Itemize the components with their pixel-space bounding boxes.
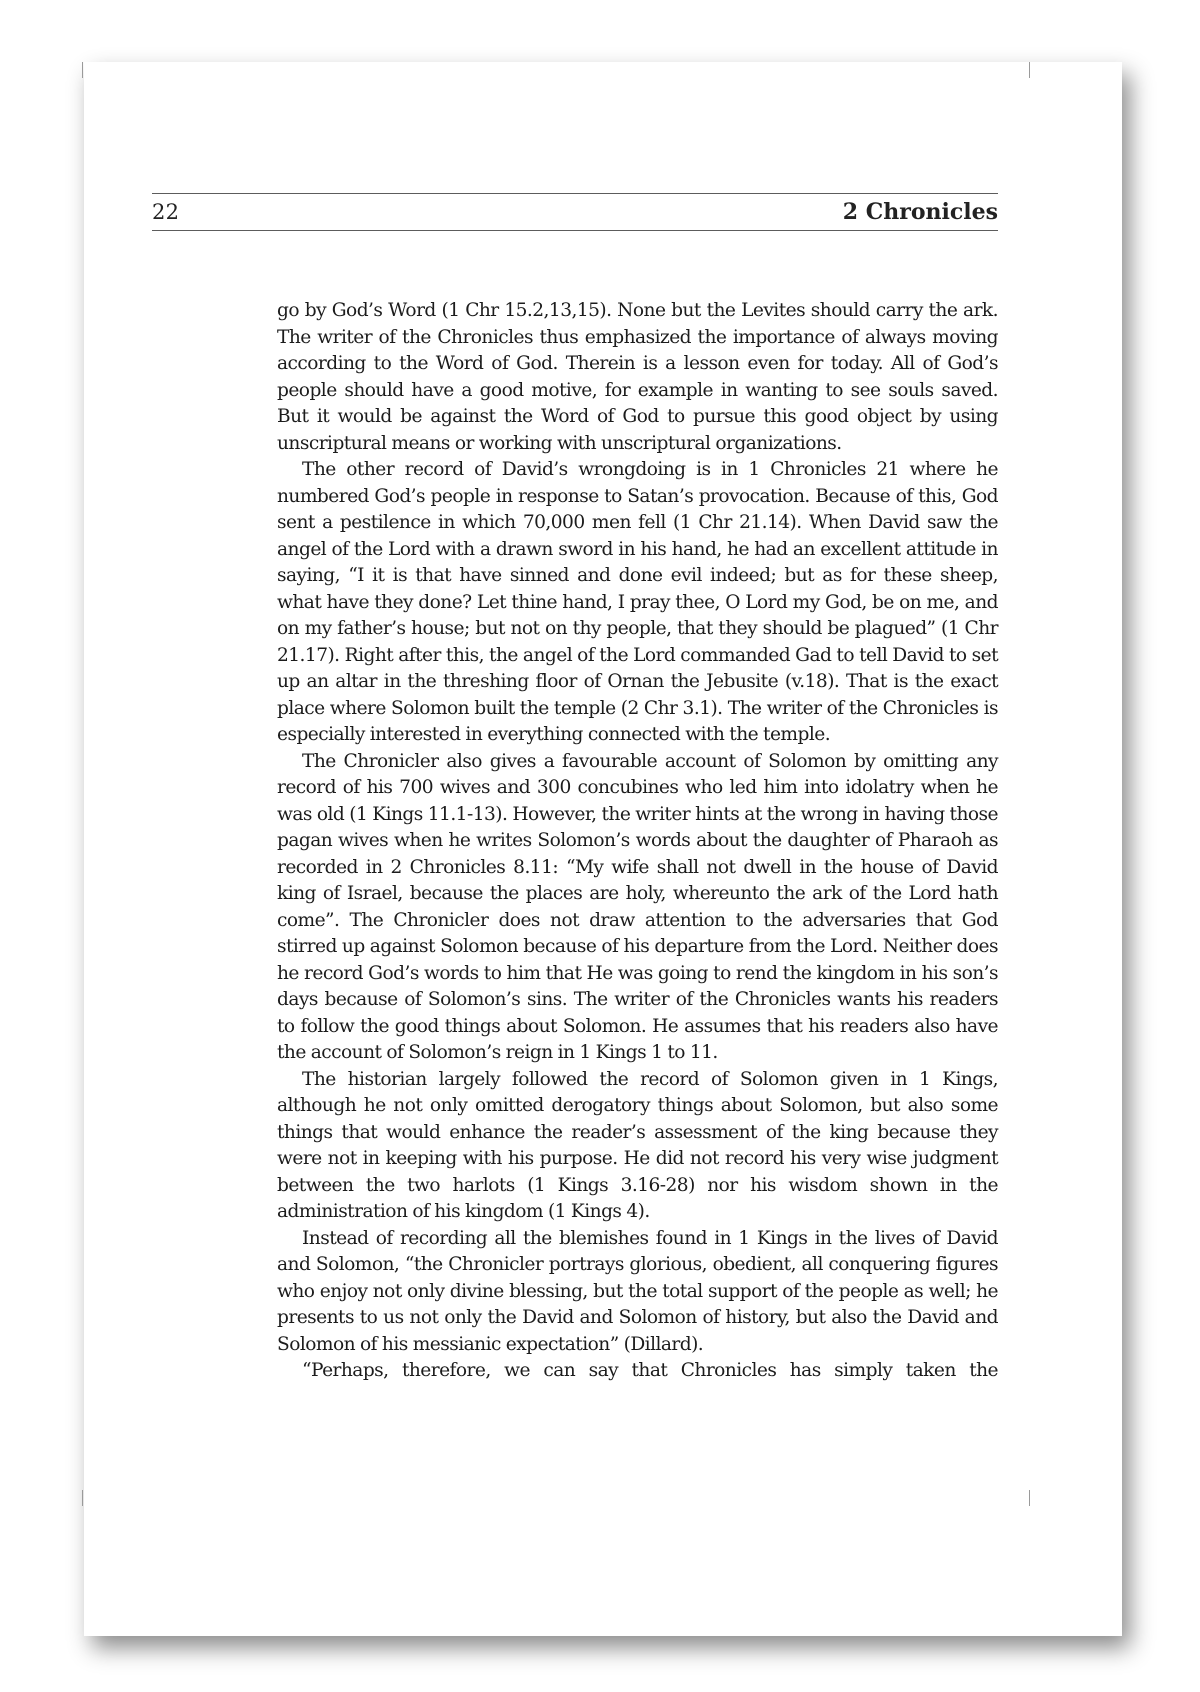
- book-page: [84, 62, 1122, 1636]
- crop-mark-bottom-right: [1029, 1490, 1030, 1506]
- paragraph: The other record of David’s wrongdoing is in 1 Chronicles 21 where he numbered God’s people in response to Satan’s provocation. Because of this, God sent a pestilence in which 70,000 men fell (1 Chr 21.14). When David saw the angel of the Lord with a drawn sword in his hand, he had an excellent attitude in saying, “I it is that have sinned and done evil indeed; but as for these sheep, what have they done? Let thine hand, I pray thee, O Lord my God, be on me, and on my father’s house; but not on thy people, that they should be plagued” (1 Chr 21.17). Right after this, the angel of the Lord commanded Gad to tell David to set up an altar in the threshing floor of Ornan the Jebusite (v.18). That is the exact place where Solomon built the temple (2 Chr 3.1). The writer of the Chronicles is especially interested in everything connected with the temple.: [277, 459, 998, 745]
- crop-mark-top-left: [82, 62, 83, 78]
- crop-mark-bottom-left: [82, 1490, 83, 1506]
- crop-mark-top-right: [1029, 62, 1030, 78]
- running-head: 2 Chronicles: [842, 199, 998, 225]
- paragraph: go by God’s Word (1 Chr 15.2,13,15). None but the Levites should carry the ark. The writer of the Chronicles thus emphasized the importance of always moving according to the Word of God. Therein is a lesson even for today. All of God’s people should have a good motive, for example in wanting to see souls saved. But it would be against the Word of God to pursue this good object by using unscriptural means or working with unscriptural organizations.: [277, 300, 998, 454]
- paragraph: The historian largely followed the record of Solomon given in 1 Kings, although he not only omitted derogatory things about Solomon, but also some things that would enhance the reader’s assessment of the king because they were not in keeping with his purpose. He did not record his very wise judgment between the two harlots (1 Kings 3.16-28) nor his wisdom shown in the administration of his kingdom (1 Kings 4).: [277, 1068, 998, 1222]
- paragraph: “Perhaps, therefore, we can say that Chronicles has simply taken the: [302, 1360, 998, 1381]
- page-header: [152, 193, 998, 231]
- page-number: 22: [152, 200, 180, 224]
- paragraph: The Chronicler also gives a favourable account of Solomon by omitting any record of his 700 wives and 300 concubines who led him into idolatry when he was old (1 Kings 11.1-13). However, the writer hints at the wrong in having those pagan wives when he writes Solomon’s words about the daughter of Pharaoh as recorded in 2 Chronicles 8.11: “My wife shall not dwell in the house of David king of Israel, because the places are holy, whereunto the ark of the Lord hath come”. The Chronicler does not draw attention to the adversaries that God stirred up against Solomon because of his departure from the Lord. Neither does he record God’s words to him that He was going to rend the kingdom in his son’s days because of Solomon’s sins. The writer of the Chronicles wants his readers to follow the good things about Solomon. He assumes that his readers also have the account of Solomon’s reign in 1 Kings 1 to 11.: [277, 750, 998, 1063]
- body-text: [277, 298, 998, 1385]
- paragraph: Instead of recording all the blemishes found in 1 Kings in the lives of David and Solomon, “the Chronicler portrays glorious, obedient, all conquering figures who enjoy not only divine blessing, but the total support of the people as well; he presents to us not only the David and Solomon of history, but also the David and Solomon of his messianic expectation” (Dillard).: [277, 1227, 998, 1355]
